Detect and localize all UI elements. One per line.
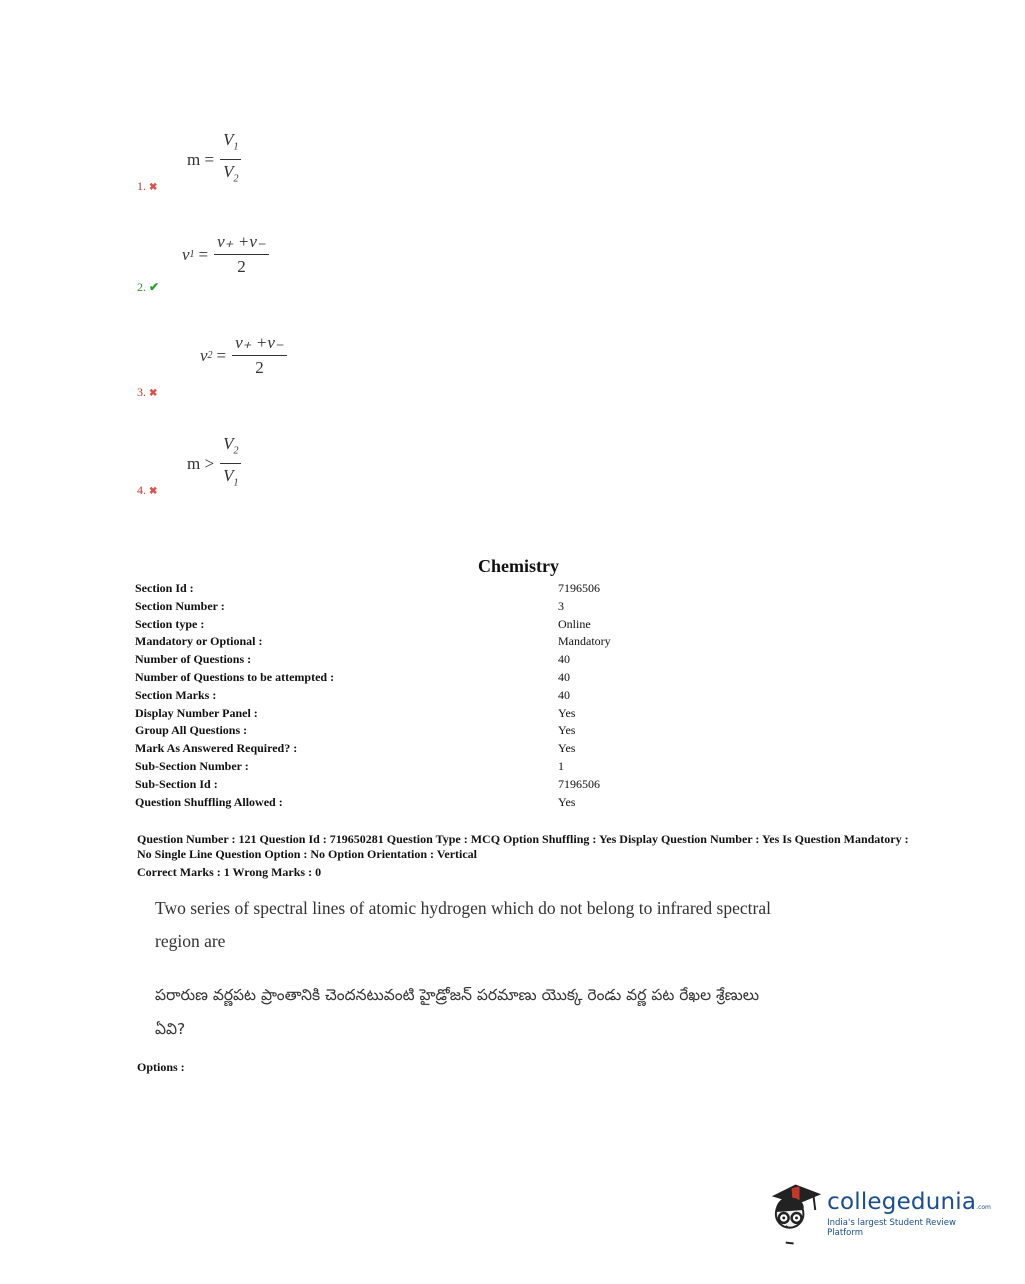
formula-lhs: ν [182, 244, 190, 264]
info-value: Yes [558, 741, 576, 756]
option-3-number [137, 385, 157, 400]
info-row [135, 687, 695, 705]
option-1-number [137, 179, 157, 194]
fraction [232, 333, 287, 378]
option-2-number [137, 280, 159, 295]
info-value: 7196506 [558, 776, 600, 791]
question-text-en-line2: region are [155, 931, 226, 951]
equals-sign: = [198, 244, 209, 264]
info-row [135, 722, 695, 740]
equals-sign: = [216, 345, 227, 365]
info-value: Online [558, 616, 591, 631]
option-4-number [137, 483, 157, 498]
denominator: V [223, 162, 234, 182]
info-value: Yes [558, 723, 576, 738]
denominator: 2 [255, 358, 264, 377]
cross-icon: ✖ [149, 388, 158, 399]
info-key: Sub-Section Number : [135, 758, 249, 773]
formula-lhs: ν [200, 345, 208, 365]
info-key: Section Id : [135, 581, 194, 595]
info-value: 3 [558, 598, 564, 613]
question-text-en-line1: Two series of spectral lines of atomic hydrogen which do not belong to infrared spectral [155, 898, 771, 918]
info-row [135, 669, 695, 687]
numerator: V [223, 434, 234, 453]
denominator: 2 [237, 257, 246, 276]
section-info-table [135, 580, 695, 811]
numerator: V [223, 130, 234, 149]
info-value: 1 [558, 758, 564, 773]
logo-suffix: .com [976, 1203, 991, 1211]
formula-lhs: m > [187, 453, 215, 473]
logo-tagline: India's largest Student Review Platform [827, 1217, 956, 1238]
formula-lhs-sub: 1 [189, 249, 195, 260]
option-4-formula [187, 434, 241, 494]
info-row [135, 776, 695, 794]
info-key: Question Shuffling Allowed : [135, 794, 283, 809]
info-key: Section Marks : [135, 687, 217, 702]
formula-lhs: m = [187, 149, 215, 169]
info-row [135, 598, 695, 616]
info-value: 7196506 [558, 581, 600, 595]
question-text-te-line1: పరారుణ వర్ణపట ప్రాంతానికి చెందనటువంటి హైడ్రోజన్ పరమాణు యొక్క రెండు వర్ణ పట రేఖల శ్రేణులు [155, 986, 760, 1004]
option-1-formula [187, 130, 241, 190]
info-key: Number of Questions to be attempted : [135, 669, 335, 684]
info-key: Number of Questions : [135, 652, 252, 667]
option-number-label: 4. [137, 483, 146, 497]
info-key: Section type : [135, 616, 205, 631]
fraction [214, 232, 269, 277]
info-value: 40 [558, 669, 570, 684]
option-number-label: 3. [137, 385, 146, 399]
info-key: Display Number Panel : [135, 705, 258, 720]
info-row [135, 740, 695, 758]
denominator: V [223, 466, 234, 486]
cross-icon: ✖ [149, 182, 158, 193]
numerator-sub: 1 [233, 141, 239, 153]
info-key: Mandatory or Optional : [135, 634, 263, 649]
question-meta-text: Question Number : 121 Question Id : 719650281 Question Type : MCQ Option Shuffling : Yes Display Question Number : Yes Is Question Mandatory : No Single Line Question Option : No Option Orientation : Vertical [137, 832, 909, 861]
info-value: Yes [558, 705, 576, 720]
numerator: ν₊ +ν₋ [232, 333, 287, 356]
option-2-formula [182, 232, 269, 277]
info-key: Section Number : [135, 598, 225, 613]
info-key: Sub-Section Id : [135, 776, 218, 791]
logo-name: collegedunia [827, 1188, 977, 1215]
info-row [135, 616, 695, 634]
info-value: Mandatory [558, 634, 611, 649]
fraction [220, 434, 241, 494]
fraction [220, 130, 241, 190]
info-value: 40 [558, 652, 570, 667]
info-row [135, 794, 695, 812]
denominator-sub: 1 [233, 477, 239, 489]
numerator-sub: 2 [233, 445, 239, 457]
question-meta [137, 832, 917, 880]
section-title: Chemistry [478, 556, 559, 576]
mascot-icon [766, 1180, 823, 1246]
option-number-label: 1. [137, 179, 146, 193]
info-row [135, 651, 695, 669]
denominator-sub: 2 [233, 173, 239, 185]
options-label: Options : [137, 1060, 185, 1074]
question-text-te-line2: ఏవి? [155, 1020, 186, 1038]
info-value: Yes [558, 794, 576, 809]
option-3-formula [200, 333, 287, 378]
cross-icon: ✖ [149, 486, 158, 497]
info-row [135, 633, 695, 651]
question-marks: Correct Marks : 1 Wrong Marks : 0 [137, 865, 322, 879]
info-key: Group All Questions : [135, 723, 248, 738]
check-icon: ✔ [149, 280, 160, 294]
info-row [135, 580, 695, 598]
numerator: ν₊ +ν₋ [214, 232, 269, 255]
info-row [135, 705, 695, 723]
info-value: 40 [558, 687, 570, 702]
info-row [135, 758, 695, 776]
info-key: Mark As Answered Required? : [135, 741, 298, 756]
formula-lhs-sub: 2 [207, 350, 213, 361]
collegedunia-logo [766, 1178, 992, 1248]
option-number-label: 2. [137, 280, 146, 294]
